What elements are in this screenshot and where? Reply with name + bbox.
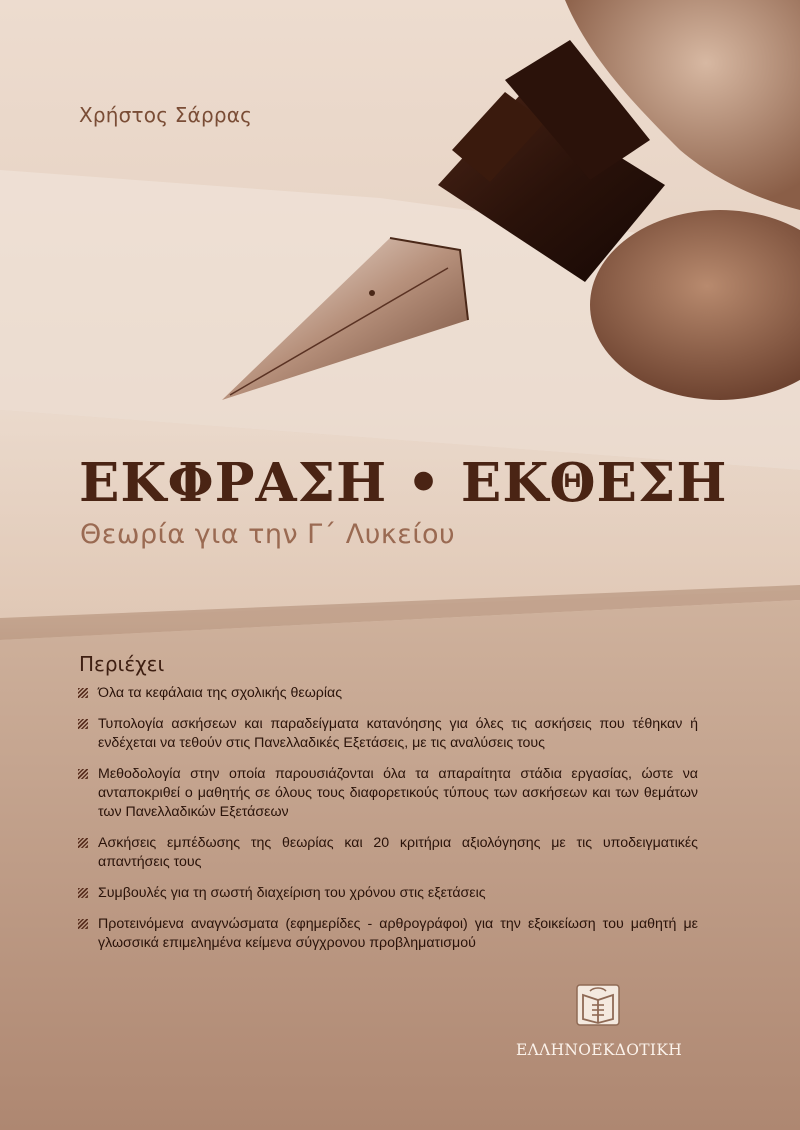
book-seal-icon xyxy=(575,983,621,1027)
contents-list xyxy=(78,684,698,965)
list-item-text: Τυπολογία ασκήσεων και παραδείγματα κατανόησης για όλες τις ασκήσεις που τέθηκαν ή ενδέχεται να τεθούν στις Πανελλαδικές Εξετάσεις, με τις αναλύσεις τους xyxy=(98,716,698,751)
list-item-text: Ασκήσεις εμπέδωσης της θεωρίας και 20 κριτήρια αξιολόγησης με τις υποδειγματικές απαντήσεις τους xyxy=(98,835,698,870)
list-item-text: Προτεινόμενα αναγνώσματα (εφημερίδες - αρθρογράφοι) για την εξοικείωση του μαθητή με γλωσσικά επιμελημένα κείμενα σύγχρονου προβληματισμού xyxy=(98,916,698,951)
contents-heading: Περιέχει xyxy=(79,652,165,676)
publisher-name: ΕΛΛΗΝΟΕΚΔΟΤΙΚΗ xyxy=(515,1041,683,1059)
author-name: Χρήστος Σάρρας xyxy=(79,103,253,127)
book-subtitle: Θεωρία για την Γ΄ Λυκείου xyxy=(80,519,456,550)
hatched-bullet-icon xyxy=(78,919,88,929)
list-item xyxy=(78,884,698,903)
list-item-text: Συμβουλές για τη σωστή διαχείριση του χρόνου στις εξετάσεις xyxy=(98,885,486,901)
list-item xyxy=(78,715,698,753)
hatched-bullet-icon xyxy=(78,888,88,898)
list-item-text: Όλα τα κεφάλαια της σχολικής θεωρίας xyxy=(98,685,343,701)
list-item xyxy=(78,834,698,872)
hatched-bullet-icon xyxy=(78,838,88,848)
hatched-bullet-icon xyxy=(78,688,88,698)
list-item xyxy=(78,684,698,703)
hatched-bullet-icon xyxy=(78,769,88,779)
book-title: ΕΚΦΡΑΣΗ • ΕΚΘΕΣΗ xyxy=(79,452,728,514)
list-item xyxy=(78,915,698,953)
list-item-text: Μεθοδολογία στην οποία παρουσιάζονται όλα τα απαραίτητα στάδια εργασίας, ώστε να ανταποκριθεί ο μαθητής σε όλους τους διαφορετικούς τύπους των ασκήσεων και των θεμάτων των Πανελλαδικών Εξετάσεων xyxy=(98,766,698,820)
list-item xyxy=(78,765,698,822)
hatched-bullet-icon xyxy=(78,719,88,729)
